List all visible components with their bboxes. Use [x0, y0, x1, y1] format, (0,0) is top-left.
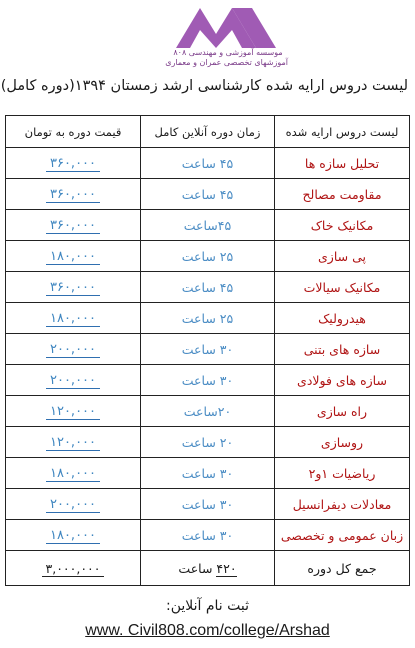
course-duration: ۴۵ ساعت: [141, 179, 275, 210]
table-row: [6, 241, 410, 272]
course-price: [6, 241, 141, 272]
course-name: مقاومت مصالح: [275, 179, 410, 210]
table-row: [6, 489, 410, 520]
course-duration: ۳۰ ساعت: [141, 365, 275, 396]
registration-label: ثبت نام آنلاین:: [165, 598, 249, 614]
table-row: [6, 396, 410, 427]
course-price-value: ۲۰۰,۰۰۰: [46, 373, 100, 389]
course-duration: ۴۵ساعت: [141, 210, 275, 241]
course-duration: ۲۵ ساعت: [141, 303, 275, 334]
course-price-value: ۱۸۰,۰۰۰: [46, 466, 100, 482]
course-name: مکانیک سیالات: [275, 272, 410, 303]
course-name: سازه های بتنی: [275, 334, 410, 365]
course-duration: ۲۵ ساعت: [141, 241, 275, 272]
total-row: [6, 551, 410, 586]
course-name: روسازی: [275, 427, 410, 458]
course-price: [6, 179, 141, 210]
table-row: [6, 148, 410, 179]
registration-link[interactable]: www. Civil808.com/college/Arshad: [85, 622, 330, 639]
course-price: [6, 520, 141, 551]
course-name: راه سازی: [275, 396, 410, 427]
course-duration: ۲۰ساعت: [141, 396, 275, 427]
course-price: [6, 489, 141, 520]
course-price-value: ۳۶۰,۰۰۰: [46, 218, 100, 234]
page-title: لیست دروس ارایه شده کارشناسی ارشد زمستان ۱۳۹۴(دوره کامل): [0, 78, 408, 94]
table-row: [6, 458, 410, 489]
course-price-value: ۳۶۰,۰۰۰: [46, 187, 100, 203]
course-price-value: ۱۸۰,۰۰۰: [46, 311, 100, 327]
total-time-value: ۴۲۰: [216, 560, 237, 576]
course-price: [6, 334, 141, 365]
course-duration: ۳۰ ساعت: [141, 489, 275, 520]
course-name: تحلیل سازه ها: [275, 148, 410, 179]
table-row: [6, 303, 410, 334]
course-duration: ۴۵ ساعت: [141, 272, 275, 303]
course-price-value: ۲۰۰,۰۰۰: [46, 342, 100, 358]
logo-tagline: آموزشهای تخصصی عمران و معماری: [165, 58, 288, 67]
total-price-value: ۳,۰۰۰,۰۰۰: [42, 561, 105, 577]
course-name: معادلات دیفرانسیل: [275, 489, 410, 520]
course-price: [6, 272, 141, 303]
course-price-value: ۳۶۰,۰۰۰: [46, 156, 100, 172]
course-price: [6, 458, 141, 489]
course-name: ریاضیات ۱و۲: [275, 458, 410, 489]
course-price-value: ۱۲۰,۰۰۰: [46, 404, 100, 420]
course-price-value: ۱۸۰,۰۰۰: [46, 249, 100, 265]
table-row: [6, 179, 410, 210]
course-name: زبان عمومی و تخصصی: [275, 520, 410, 551]
course-name: هیدرولیک: [275, 303, 410, 334]
course-name: پی سازی: [275, 241, 410, 272]
course-price-value: ۱۸۰,۰۰۰: [46, 528, 100, 544]
course-price: [6, 148, 141, 179]
institute-logo: [165, 4, 288, 70]
course-duration: ۲۰ ساعت: [141, 427, 275, 458]
course-duration: ۳۰ ساعت: [141, 520, 275, 551]
course-price: [6, 396, 141, 427]
logo-mark-icon: [176, 4, 276, 48]
header-price: قیمت دوره به تومان: [6, 116, 141, 148]
course-duration: ۳۰ ساعت: [141, 458, 275, 489]
course-duration: ۴۵ ساعت: [141, 148, 275, 179]
course-name: سازه های فولادی: [275, 365, 410, 396]
table-header-row: [6, 116, 410, 148]
course-duration: ۳۰ ساعت: [141, 334, 275, 365]
total-time: [141, 551, 275, 586]
course-price: [6, 427, 141, 458]
total-time-unit: ساعت: [178, 560, 213, 576]
total-price: [6, 551, 141, 586]
course-price: [6, 365, 141, 396]
table-row: [6, 520, 410, 551]
logo-name: موسسه آموزشی و مهندسی ۸۰۸: [173, 48, 283, 57]
table-row: [6, 365, 410, 396]
course-price-value: ۱۲۰,۰۰۰: [46, 435, 100, 451]
course-price-value: ۳۶۰,۰۰۰: [46, 280, 100, 296]
table-row: [6, 334, 410, 365]
course-price: [6, 303, 141, 334]
courses-table: [5, 115, 410, 586]
course-name: مکانیک خاک: [275, 210, 410, 241]
total-label: جمع کل دوره: [275, 551, 410, 586]
course-price: [6, 210, 141, 241]
header-time: زمان دوره آنلاین کامل: [141, 116, 275, 148]
table-row: [6, 210, 410, 241]
table-row: [6, 427, 410, 458]
table-row: [6, 272, 410, 303]
course-price-value: ۲۰۰,۰۰۰: [46, 497, 100, 513]
header-course: لیست دروس ارایه شده: [275, 116, 410, 148]
